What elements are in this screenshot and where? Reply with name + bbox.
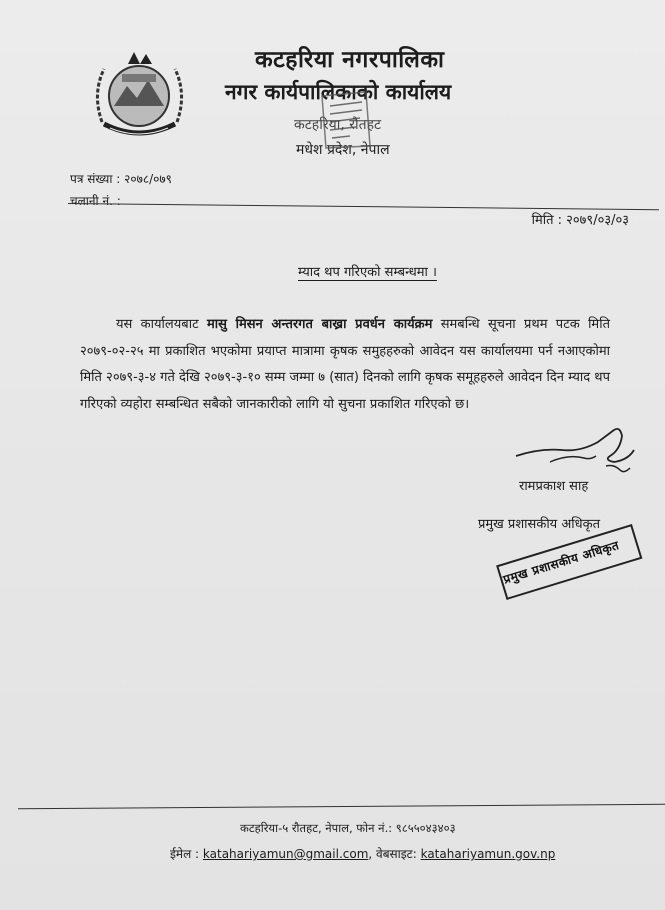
office-name: नगर कार्यपालिकाको कार्यालय (225, 80, 452, 104)
footer-address-phone: कटहरिया-५ रौतहट, नेपाल, फोन नं.: ९८५५०४३४०३ (240, 821, 456, 835)
body-text: समबन्धि सूचना प्रथम पटक मिति २०७९-०२-२५ मा प्रकाशित भएकोमा प्रयाप्त मात्रामा कृषक समुहहरुको आवेदन यस कार्यालयमा पर्न नआएकोमा मिति २०७९-३-४ गते देखि २०७९-३-१० सम्म जम्मा ७ (सात) दिनको लागि कृषक समूहहरुले आवेदन दिन म्याद थप गरिएको व्यहोरा सम्बन्धित सबैको जानकारीको लागि यो सुचना प्रकाशित गरिएको छ। (80, 317, 610, 412)
organization-name: कटहरिया नगरपालिका (255, 47, 445, 73)
body-intro: यस कार्यालयबाट (116, 317, 199, 332)
letter-date: मिति : २०७९/०३/०३ (531, 213, 629, 228)
stamp-text: प्रमुख प्रशासकीय अधिकृत (501, 538, 621, 587)
address-line-1: कटहरिया, रौतहट (294, 117, 382, 133)
website-link[interactable]: katahariyamun.gov.np (420, 847, 556, 861)
letter-body (80, 312, 610, 418)
website-label: , वेबसाइट: (368, 847, 417, 861)
handwritten-signature (510, 420, 650, 478)
dispatch-number: चलानी नं. : (70, 194, 121, 208)
footer-contact (170, 845, 555, 862)
office-stamp-icon (318, 88, 374, 152)
body-program-name: मासु मिसन अन्तरगत बाख्रा प्रवर्धन कार्यक्रम (206, 317, 433, 332)
email-link[interactable]: katahariyamun@gmail.com (202, 847, 369, 861)
address-line-2: मधेश प्रदेश, नेपाल (296, 142, 390, 158)
reference-number: पत्र संख्या : २०७८/०७९ (70, 172, 172, 186)
designation-stamp (494, 519, 651, 609)
signatory-name: रामप्रकाश साह (519, 479, 589, 494)
footer-divider (18, 804, 665, 810)
letter-subject: म्याद थप गरिएको सम्बन्धमा । (298, 265, 437, 280)
nepal-emblem-icon (82, 44, 197, 144)
signatory-designation: प्रमुख प्रशासकीय अधिकृत (478, 517, 601, 532)
email-label: ईमेल : (170, 847, 200, 861)
